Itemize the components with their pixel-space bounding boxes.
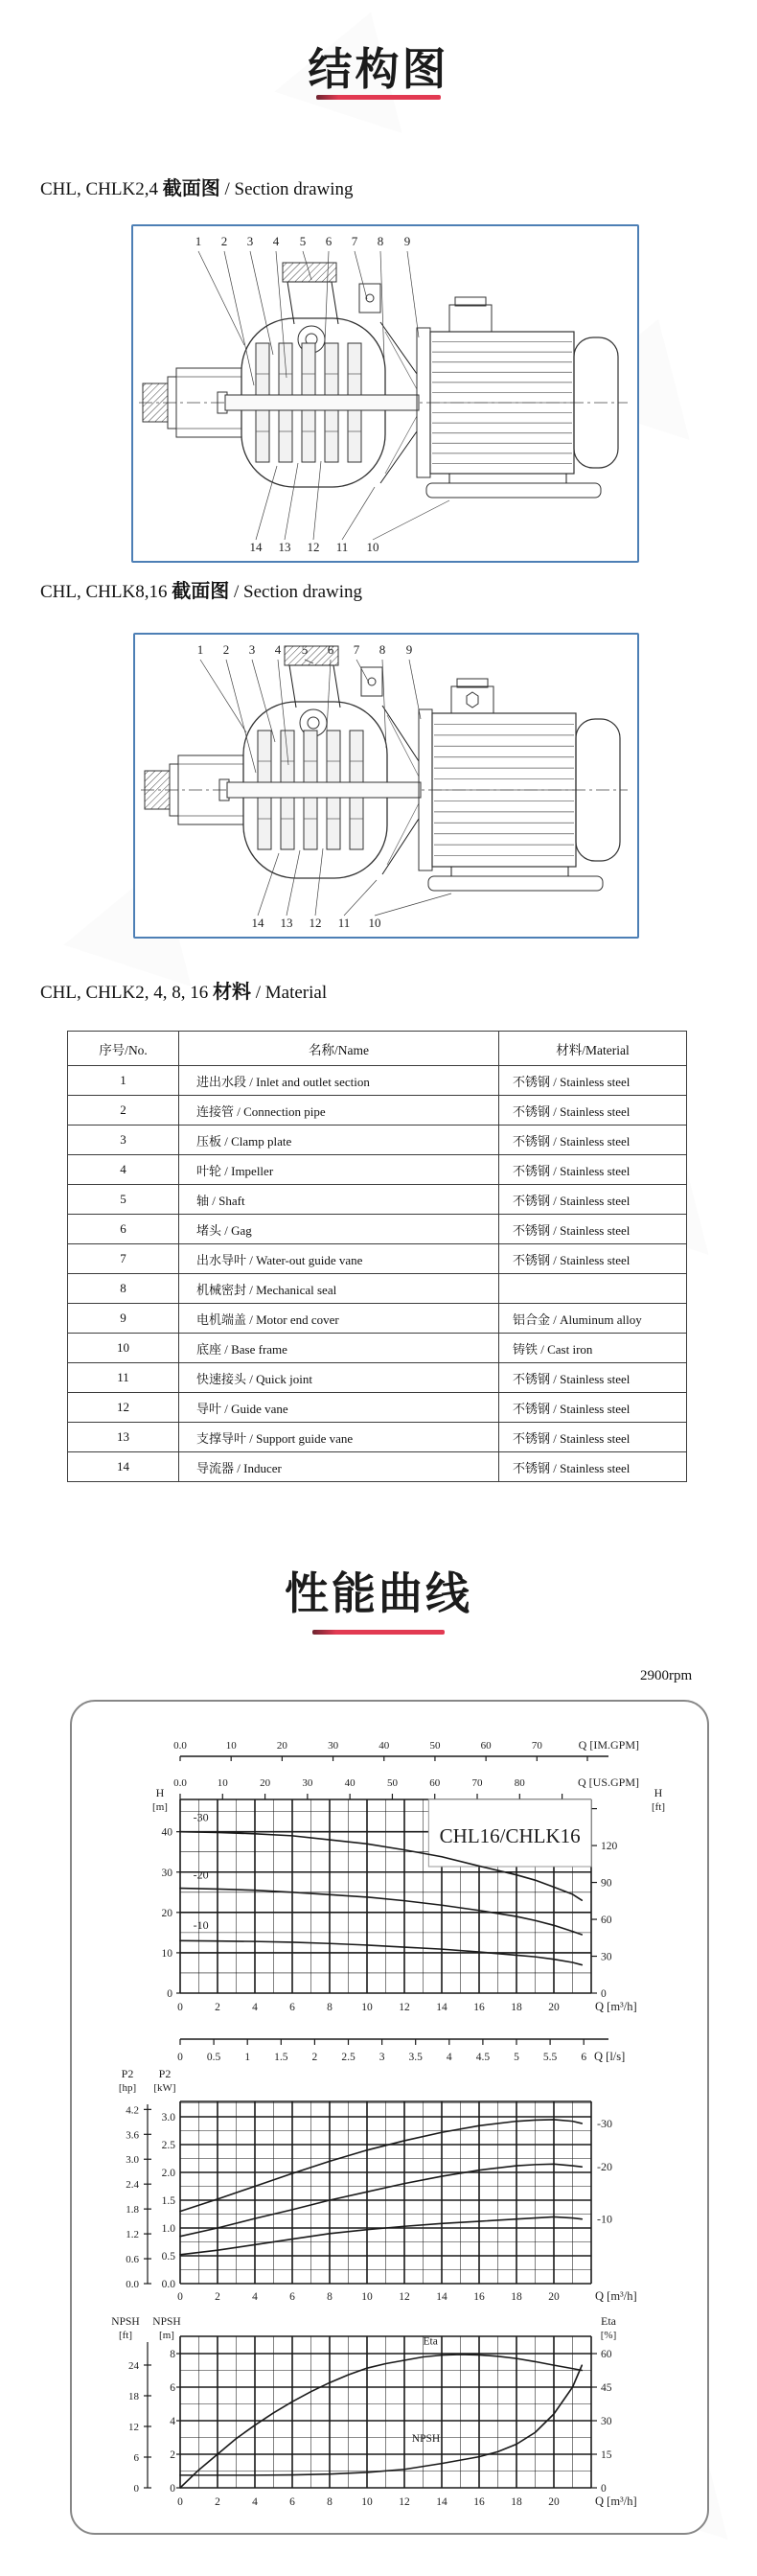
svg-text:20: 20 [548, 2291, 560, 2303]
heading-cn: 截面图 [162, 178, 220, 199]
svg-text:4: 4 [274, 642, 282, 657]
svg-text:4: 4 [252, 2291, 258, 2303]
svg-text:7: 7 [351, 234, 358, 248]
part-no: 8 [68, 1274, 179, 1304]
svg-text:6: 6 [289, 2002, 295, 2013]
svg-text:7: 7 [353, 642, 360, 657]
part-material: 铸铁 / Cast iron [499, 1334, 687, 1363]
part-material: 不锈钢 / Stainless steel [499, 1452, 687, 1482]
page-title-structure: 结构图 [308, 44, 449, 94]
performance-chart-frame [70, 1700, 709, 2535]
svg-text:0: 0 [167, 1988, 172, 2000]
material-col-header: 序号/No. [68, 1032, 179, 1066]
table-row [68, 1393, 687, 1423]
svg-text:8: 8 [378, 642, 386, 657]
part-name: 电机端盖 / Motor end cover [179, 1304, 499, 1334]
svg-text:8: 8 [327, 2291, 333, 2303]
svg-text:3.0: 3.0 [126, 2154, 139, 2167]
svg-text:Q [m³/h]: Q [m³/h] [595, 2495, 637, 2508]
svg-text:[m]: [m] [152, 1801, 168, 1813]
part-name: 出水导叶 / Water-out guide vane [179, 1244, 499, 1274]
svg-text:40: 40 [378, 1740, 390, 1752]
svg-text:13: 13 [278, 540, 291, 554]
svg-text:3.0: 3.0 [161, 2112, 175, 2123]
svg-text:10: 10 [361, 2002, 373, 2013]
heading-en: / Section drawing [219, 179, 354, 199]
svg-text:0: 0 [601, 2483, 607, 2495]
svg-text:Eta: Eta [423, 2335, 438, 2348]
svg-text:-20: -20 [597, 2160, 612, 2174]
part-material: 不锈钢 / Stainless steel [499, 1363, 687, 1393]
svg-text:3: 3 [246, 234, 254, 248]
svg-text:0: 0 [177, 2002, 183, 2013]
part-name: 导流器 / Inducer [179, 1452, 499, 1482]
svg-text:5: 5 [301, 642, 309, 657]
svg-text:30: 30 [161, 1867, 172, 1879]
part-no: 9 [68, 1304, 179, 1334]
svg-text:30: 30 [302, 1777, 313, 1789]
svg-text:24: 24 [128, 2359, 139, 2372]
svg-text:2: 2 [222, 642, 230, 657]
svg-text:11: 11 [337, 916, 351, 930]
svg-text:12: 12 [128, 2421, 139, 2433]
svg-text:50: 50 [429, 1740, 441, 1752]
svg-text:[hp]: [hp] [118, 2082, 137, 2094]
svg-text:0.6: 0.6 [126, 2254, 139, 2266]
part-material: 不锈钢 / Stainless steel [499, 1155, 687, 1185]
part-material: 不锈钢 / Stainless steel [499, 1096, 687, 1126]
part-name: 快速接头 / Quick joint [179, 1363, 499, 1393]
svg-text:80: 80 [514, 1777, 525, 1789]
svg-text:-30: -30 [597, 2116, 612, 2130]
svg-text:8: 8 [170, 2349, 175, 2360]
svg-text:9: 9 [403, 234, 411, 248]
part-no: 13 [68, 1423, 179, 1452]
table-row [68, 1363, 687, 1393]
svg-text:9: 9 [405, 642, 413, 657]
svg-text:1: 1 [244, 2052, 251, 2063]
svg-text:1.2: 1.2 [126, 2229, 139, 2241]
svg-text:2.0: 2.0 [161, 2168, 175, 2179]
part-no: 7 [68, 1244, 179, 1274]
section-heading-material [40, 976, 327, 1004]
svg-text:0: 0 [601, 1988, 607, 2000]
svg-text:[ft]: [ft] [118, 2330, 133, 2341]
svg-text:14: 14 [436, 2496, 447, 2508]
svg-text:30: 30 [601, 1951, 612, 1963]
part-material: 不锈钢 / Stainless steel [499, 1126, 687, 1155]
rpm-label: 2900rpm [640, 1668, 693, 1683]
svg-text:20: 20 [548, 2496, 560, 2508]
svg-text:6: 6 [170, 2382, 175, 2394]
svg-text:16: 16 [473, 2002, 485, 2013]
svg-text:0: 0 [177, 2291, 183, 2303]
page-title-performance: 性能曲线 [285, 1568, 472, 1618]
svg-text:0: 0 [170, 2483, 175, 2495]
svg-text:0: 0 [133, 2483, 139, 2495]
svg-text:40: 40 [344, 1777, 356, 1789]
part-name: 堵头 / Gag [179, 1215, 499, 1244]
svg-text:Q [m³/h]: Q [m³/h] [595, 2000, 637, 2013]
svg-text:NPSH: NPSH [152, 2316, 181, 2328]
svg-text:50: 50 [386, 1777, 398, 1789]
part-name: 进出水段 / Inlet and outlet section [179, 1066, 499, 1096]
part-no: 12 [68, 1393, 179, 1423]
heading-en: / Material [250, 983, 328, 1003]
svg-text:60: 60 [601, 1915, 612, 1927]
svg-text:0.5: 0.5 [161, 2251, 175, 2263]
table-row [68, 1185, 687, 1215]
part-no: 6 [68, 1215, 179, 1244]
part-no: 5 [68, 1185, 179, 1215]
svg-text:Q [m³/h]: Q [m³/h] [595, 2289, 637, 2303]
svg-text:8: 8 [327, 2002, 333, 2013]
svg-text:4: 4 [252, 2496, 258, 2508]
svg-text:3: 3 [248, 642, 256, 657]
svg-text:6: 6 [133, 2451, 139, 2464]
table-row [68, 1334, 687, 1363]
svg-text:8: 8 [377, 234, 384, 248]
svg-text:30: 30 [601, 2416, 612, 2427]
svg-text:0: 0 [177, 2496, 183, 2508]
svg-text:20: 20 [276, 1740, 287, 1752]
heading-model: CHL, CHLK2,4 [40, 179, 163, 199]
material-col-header: 材料/Material [499, 1032, 687, 1066]
svg-text:1: 1 [195, 234, 202, 248]
part-name: 机械密封 / Mechanical seal [179, 1274, 499, 1304]
svg-text:5.5: 5.5 [542, 2052, 558, 2063]
svg-text:10: 10 [161, 1947, 172, 1960]
svg-text:0.5: 0.5 [206, 2052, 221, 2063]
svg-text:1: 1 [196, 642, 204, 657]
svg-text:Q [US.GPM]: Q [US.GPM] [577, 1775, 639, 1789]
svg-text:60: 60 [480, 1740, 492, 1752]
svg-text:[ft]: [ft] [651, 1801, 666, 1813]
svg-text:5: 5 [514, 2052, 519, 2063]
svg-text:NPSH: NPSH [411, 2432, 441, 2445]
table-row [68, 1126, 687, 1155]
svg-text:10: 10 [225, 1740, 237, 1752]
table-row [68, 1215, 687, 1244]
svg-text:-10: -10 [597, 2212, 612, 2226]
svg-text:2: 2 [311, 2052, 318, 2063]
svg-text:16: 16 [473, 2291, 485, 2303]
section-heading-drawing-2 [40, 575, 362, 603]
svg-text:45: 45 [601, 2382, 612, 2394]
part-name: 底座 / Base frame [179, 1334, 499, 1363]
pump-section-drawing-2 [135, 635, 637, 937]
svg-text:20: 20 [548, 2002, 560, 2013]
svg-text:18: 18 [511, 2291, 522, 2303]
svg-text:Eta: Eta [601, 2314, 616, 2328]
part-name: 连接管 / Connection pipe [179, 1096, 499, 1126]
svg-text:10: 10 [366, 540, 379, 554]
part-no: 4 [68, 1155, 179, 1185]
svg-text:120: 120 [601, 1841, 618, 1853]
part-material: 铝合金 / Aluminum alloy [499, 1304, 687, 1334]
svg-text:14: 14 [249, 540, 263, 554]
svg-text:1.0: 1.0 [161, 2223, 175, 2235]
svg-text:2: 2 [170, 2449, 175, 2461]
svg-text:2: 2 [215, 2291, 220, 2303]
part-material: 不锈钢 / Stainless steel [499, 1393, 687, 1423]
svg-text:3: 3 [378, 2052, 385, 2063]
svg-text:20: 20 [161, 1907, 172, 1919]
part-material: 不锈钢 / Stainless steel [499, 1185, 687, 1215]
svg-text:-10: -10 [193, 1918, 209, 1933]
svg-text:12: 12 [307, 540, 320, 554]
svg-text:0.0: 0.0 [173, 1777, 187, 1789]
svg-text:10: 10 [361, 2496, 373, 2508]
part-no: 11 [68, 1363, 179, 1393]
svg-text:6: 6 [325, 234, 333, 248]
svg-text:14: 14 [436, 2002, 447, 2013]
svg-text:H: H [654, 1786, 663, 1799]
heading-cn: 截面图 [172, 581, 230, 602]
svg-text:70: 70 [531, 1740, 542, 1752]
heading-en: / Section drawing [229, 582, 363, 602]
svg-text:16: 16 [473, 2496, 485, 2508]
part-material [499, 1274, 687, 1304]
part-name: 压板 / Clamp plate [179, 1126, 499, 1155]
performance-curves [72, 1702, 707, 2533]
svg-text:10: 10 [368, 916, 381, 930]
table-row [68, 1423, 687, 1452]
part-name: 支撑导叶 / Support guide vane [179, 1423, 499, 1452]
svg-text:12: 12 [399, 2002, 410, 2013]
part-material: 不锈钢 / Stainless steel [499, 1423, 687, 1452]
svg-text:14: 14 [436, 2291, 447, 2303]
svg-text:4.2: 4.2 [126, 2104, 139, 2117]
svg-text:-20: -20 [193, 1868, 209, 1882]
svg-text:60: 60 [601, 2349, 612, 2360]
material-col-header: 名称/Name [179, 1032, 499, 1066]
svg-text:2: 2 [215, 2496, 220, 2508]
part-name: 导叶 / Guide vane [179, 1393, 499, 1423]
svg-text:12: 12 [309, 916, 322, 930]
svg-text:3.6: 3.6 [126, 2129, 139, 2142]
heading-model: CHL, CHLK8,16 [40, 582, 172, 602]
svg-text:[m]: [m] [159, 2330, 174, 2341]
table-row [68, 1244, 687, 1274]
svg-text:8: 8 [327, 2496, 333, 2508]
svg-text:12: 12 [399, 2291, 410, 2303]
svg-text:18: 18 [128, 2390, 139, 2402]
svg-text:6: 6 [289, 2291, 295, 2303]
svg-text:1.8: 1.8 [126, 2204, 139, 2216]
svg-text:13: 13 [280, 916, 293, 930]
svg-text:2.5: 2.5 [341, 2052, 356, 2063]
svg-text:18: 18 [511, 2002, 522, 2013]
part-no: 1 [68, 1066, 179, 1096]
svg-text:70: 70 [471, 1777, 483, 1789]
svg-text:1.5: 1.5 [161, 2195, 175, 2207]
svg-text:10: 10 [217, 1777, 228, 1789]
svg-text:18: 18 [511, 2496, 522, 2508]
svg-text:0.0: 0.0 [126, 2279, 139, 2290]
svg-text:3.5: 3.5 [408, 2052, 423, 2063]
svg-text:0.0: 0.0 [161, 2279, 175, 2290]
table-row [68, 1452, 687, 1482]
svg-text:20: 20 [260, 1777, 271, 1789]
svg-text:-30: -30 [193, 1810, 209, 1824]
part-no: 3 [68, 1126, 179, 1155]
svg-text:P2: P2 [121, 2067, 134, 2080]
part-name: 轴 / Shaft [179, 1185, 499, 1215]
svg-text:Q [IM.GPM]: Q [IM.GPM] [578, 1738, 639, 1752]
svg-text:0.0: 0.0 [173, 1740, 187, 1752]
pump-diagram-2-box [133, 633, 639, 939]
part-material: 不锈钢 / Stainless steel [499, 1244, 687, 1274]
pump-section-drawing-1 [133, 226, 637, 561]
svg-text:11: 11 [335, 540, 349, 554]
heading-model: CHL, CHLK2, 4, 8, 16 [40, 983, 213, 1003]
svg-text:H: H [155, 1786, 165, 1799]
red-underline [316, 95, 441, 100]
part-material: 不锈钢 / Stainless steel [499, 1066, 687, 1096]
svg-text:4: 4 [170, 2416, 175, 2427]
svg-text:14: 14 [251, 916, 264, 930]
table-row [68, 1066, 687, 1096]
svg-text:1.5: 1.5 [274, 2052, 288, 2063]
svg-text:6: 6 [581, 2052, 587, 2063]
svg-text:4.5: 4.5 [475, 2052, 491, 2063]
svg-text:40: 40 [161, 1826, 172, 1839]
svg-text:30: 30 [328, 1740, 339, 1752]
pump-diagram-1-box [131, 224, 639, 563]
svg-text:60: 60 [429, 1777, 441, 1789]
svg-text:10: 10 [361, 2291, 373, 2303]
heading-cn: 材料 [212, 982, 251, 1003]
table-row [68, 1096, 687, 1126]
part-no: 10 [68, 1334, 179, 1363]
svg-text:15: 15 [601, 2449, 612, 2461]
svg-text:12: 12 [399, 2496, 410, 2508]
table-row [68, 1304, 687, 1334]
table-row [68, 1274, 687, 1304]
table-row [68, 1155, 687, 1185]
part-no: 14 [68, 1452, 179, 1482]
red-underline [312, 1630, 445, 1635]
part-no: 2 [68, 1096, 179, 1126]
svg-text:4: 4 [272, 234, 280, 248]
svg-text:5: 5 [299, 234, 307, 248]
svg-text:2: 2 [215, 2002, 220, 2013]
svg-text:2: 2 [220, 234, 228, 248]
svg-text:2.4: 2.4 [126, 2179, 139, 2192]
svg-text:P2: P2 [158, 2067, 172, 2080]
svg-text:6: 6 [289, 2496, 295, 2508]
svg-text:Q [l/s]: Q [l/s] [594, 2050, 626, 2063]
section-heading-drawing-1 [40, 173, 354, 200]
svg-text:CHL16/CHLK16: CHL16/CHLK16 [439, 1824, 581, 1847]
svg-text:NPSH: NPSH [111, 2316, 140, 2328]
part-name: 叶轮 / Impeller [179, 1155, 499, 1185]
svg-text:6: 6 [327, 642, 334, 657]
svg-text:[kW]: [kW] [153, 2082, 176, 2094]
svg-text:90: 90 [601, 1877, 612, 1890]
svg-text:4: 4 [446, 2052, 452, 2063]
svg-text:0: 0 [177, 2052, 183, 2063]
svg-text:2.5: 2.5 [161, 2140, 175, 2151]
material-table [67, 1031, 687, 1482]
part-material: 不锈钢 / Stainless steel [499, 1215, 687, 1244]
svg-text:4: 4 [252, 2002, 258, 2013]
svg-text:[%]: [%] [600, 2330, 617, 2341]
